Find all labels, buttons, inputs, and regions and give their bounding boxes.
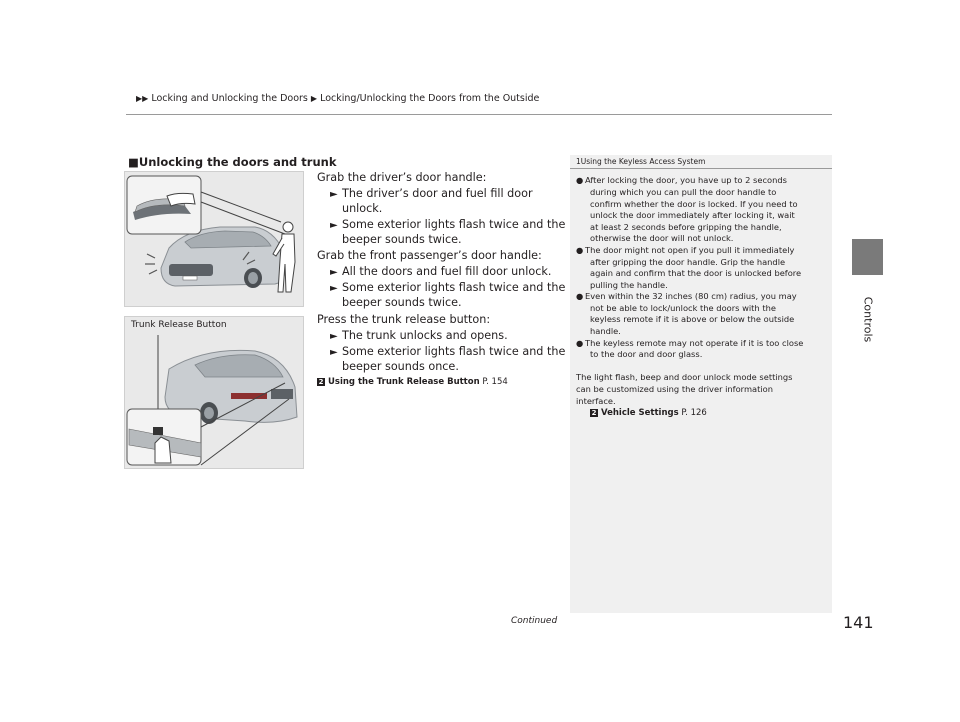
note-line: again and confirm that the door is unlocked before: [590, 268, 802, 278]
result-arrow-icon: ►: [330, 220, 338, 231]
breadcrumb-item: Locking/Unlocking the Doors from the Outside: [320, 93, 540, 104]
note-line: Even within the 32 inches (80 cm) radius, you may: [585, 291, 797, 301]
cross-reference-trunk[interactable]: [317, 377, 508, 387]
bullet-icon: ●: [576, 291, 584, 301]
note-line: during which you can pull the door handle to: [590, 187, 777, 197]
note-line: at least 2 seconds before gripping the handle,: [590, 222, 782, 232]
note-line: After locking the door, you have up to 2 seconds: [585, 175, 787, 185]
note-paragraph: The light flash, beep and door unlock mode settings: [576, 372, 793, 382]
note-number: 1: [576, 157, 581, 166]
note-line: The keyless remote may not operate if it is too close: [585, 338, 804, 348]
note-line: to the door and door glass.: [590, 349, 703, 359]
breadcrumb-arrow-icon: ▶▶: [136, 94, 149, 103]
result-text: The driver’s door and fuel fill door: [342, 187, 533, 200]
result-arrow-icon: ►: [330, 189, 338, 200]
note-line: confirm whether the door is locked. If you need to: [590, 199, 798, 209]
note-bullet-1: [576, 175, 787, 187]
result-arrow-icon: ►: [330, 347, 338, 358]
note-bullet-4: [576, 338, 803, 350]
page-number: 141: [843, 613, 874, 632]
result-text: The trunk unlocks and opens.: [342, 329, 508, 342]
continued-label: Continued: [511, 616, 558, 626]
step-3-text: Press the trunk release button:: [317, 313, 491, 326]
step-2-text: Grab the front passenger’s door handle:: [317, 249, 542, 262]
car-trunk-illustration: [125, 317, 303, 468]
step-2-result-1: [330, 264, 551, 281]
trunk-release-figure: [124, 316, 304, 469]
step-1-result-1-cont: unlock.: [342, 202, 383, 215]
note-box-title: [576, 157, 705, 166]
step-2-result-2-cont: beeper sounds twice.: [342, 296, 462, 309]
breadcrumb-item: Locking and Unlocking the Doors: [151, 93, 308, 104]
chapter-tab: [852, 239, 883, 275]
reference-arrow-icon: 2: [591, 409, 597, 417]
bullet-icon: ●: [576, 338, 584, 348]
step-1-result-2-cont: beeper sounds twice.: [342, 233, 462, 246]
result-text: Some exterior lights flash twice and the: [342, 281, 566, 294]
reference-page: P. 126: [681, 408, 707, 418]
note-title-text: Using the Keyless Access System: [580, 157, 706, 166]
result-text: All the doors and fuel fill door unlock.: [342, 265, 552, 278]
step-3-result-2-cont: beeper sounds once.: [342, 360, 459, 373]
result-arrow-icon: ►: [330, 283, 338, 294]
section-heading: [128, 155, 337, 169]
note-paragraph: interface.: [576, 396, 616, 406]
door-handle-figure: [124, 171, 304, 307]
figure-label-trunk-release: Trunk Release Button: [131, 320, 227, 330]
chapter-label: [852, 275, 883, 365]
note-line: not be able to lock/unlock the doors with the: [590, 303, 776, 313]
breadcrumb-arrow-icon: ▶: [310, 94, 318, 103]
reference-title: Using the Trunk Release Button: [328, 377, 480, 387]
note-line: unlock the door immediately after locking it, wait: [590, 210, 795, 220]
result-text: Some exterior lights flash twice and the: [342, 345, 566, 358]
result-text: Some exterior lights flash twice and the: [342, 218, 566, 231]
cross-reference-vehicle-settings[interactable]: [590, 408, 707, 418]
note-line: pulling the handle.: [590, 280, 668, 290]
note-bullet-2: [576, 245, 794, 257]
result-arrow-icon: ►: [330, 267, 338, 278]
bullet-icon: ●: [576, 175, 584, 185]
note-line: handle.: [590, 326, 621, 336]
step-1-text: Grab the driver’s door handle:: [317, 171, 487, 184]
note-line: otherwise the door will not unlock.: [590, 233, 734, 243]
chapter-label-text: Controls: [861, 296, 874, 343]
bullet-icon: ●: [576, 245, 584, 255]
heading-marker-icon: ■: [128, 155, 139, 169]
reference-page: P. 154: [482, 377, 508, 387]
note-paragraph: can be customized using the driver information: [576, 384, 774, 394]
result-arrow-icon: ►: [330, 331, 338, 342]
reference-title: Vehicle Settings: [601, 408, 679, 418]
note-line: after gripping the door handle. Grip the handle: [590, 257, 786, 267]
step-3-result-1: [330, 328, 508, 345]
note-line: keyless remote if it is above or below the outside: [590, 314, 795, 324]
header-rule: [126, 114, 832, 115]
reference-arrow-icon: 2: [318, 378, 324, 386]
note-bullet-3: [576, 291, 797, 303]
note-box-rule: [570, 168, 832, 169]
breadcrumb: [136, 93, 539, 104]
heading-text: Unlocking the doors and trunk: [138, 155, 337, 169]
car-door-illustration: [125, 172, 303, 306]
note-line: The door might not open if you pull it immediately: [585, 245, 795, 255]
